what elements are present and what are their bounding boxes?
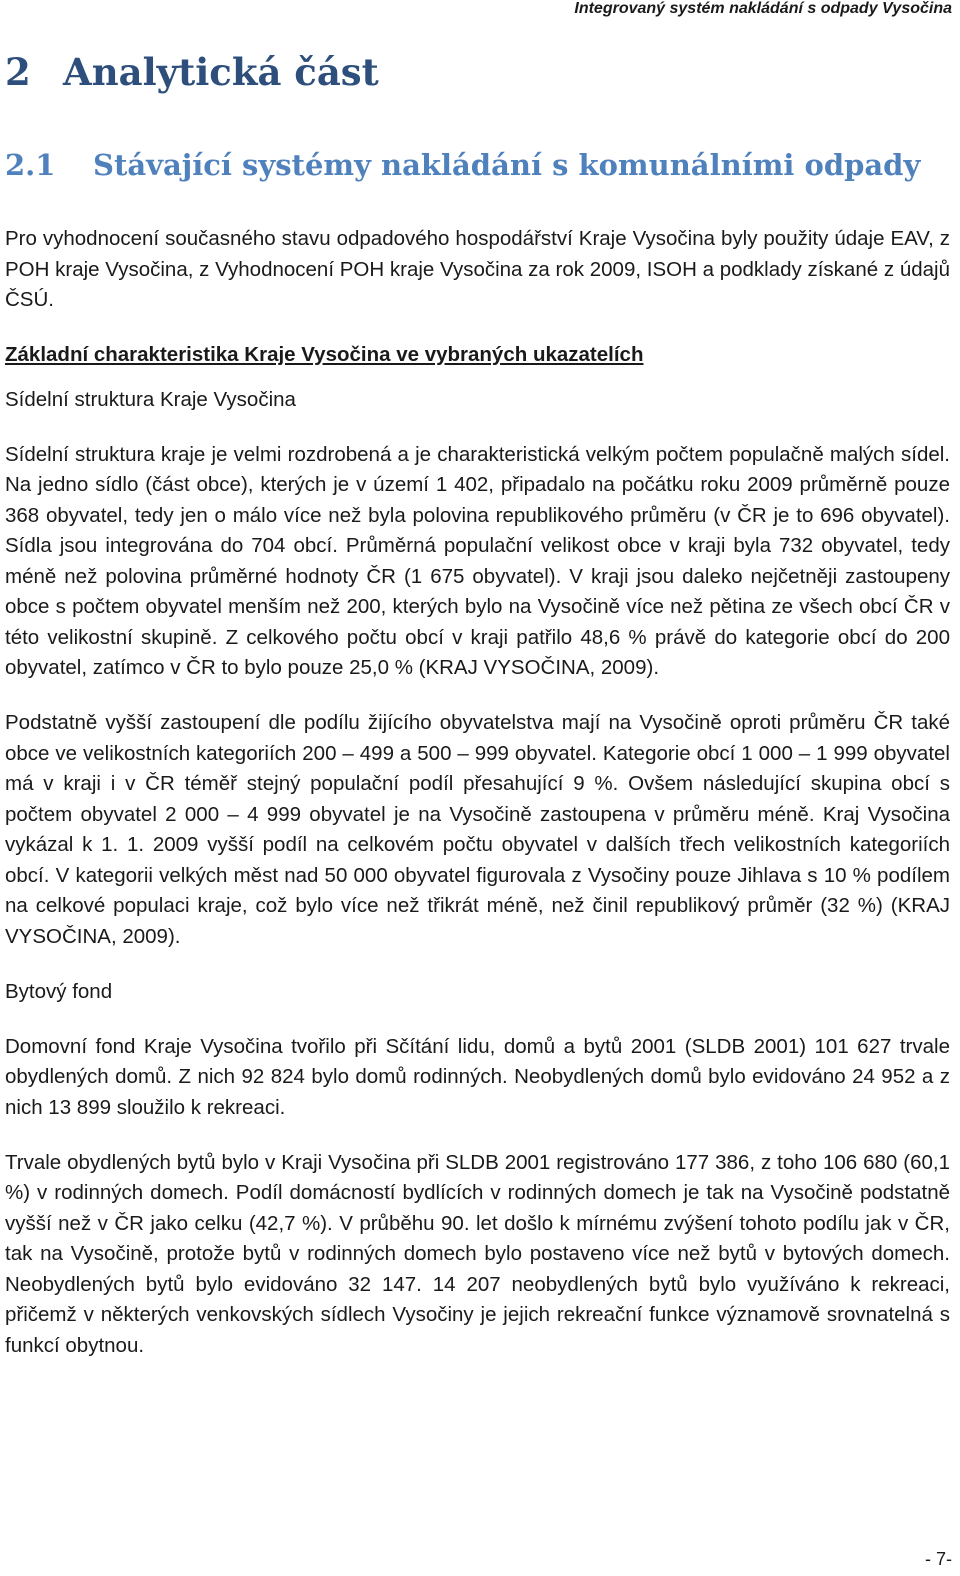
running-header: Integrovaný systém nakládání s odpady Vysočina <box>574 0 952 17</box>
chapter-title: Analytická část <box>63 50 379 94</box>
page-number: - 7- <box>925 1549 952 1569</box>
intro-paragraph: Pro vyhodnocení současného stavu odpadového hospodářství Kraje Vysočina byly použity údaje EAV, z POH kraje Vysočina, z Vyhodnocení POH kraje Vysočina za rok 2009, ISOH a podklady získané z údajů ČSÚ. <box>5 227 950 311</box>
section-title: Stávající systémy nakládání s komunálními odpady <box>93 148 921 182</box>
housing-stock-label: Bytový fond <box>5 979 113 1003</box>
chapter-number: 2 <box>5 50 31 94</box>
section-heading <box>5 148 920 182</box>
subsection-title: Základní charakteristika Kraje Vysočina ve vybraných ukazatelích <box>5 343 644 366</box>
chapter-heading <box>5 50 379 94</box>
housing-paragraph-2: Trvale obydlených bytů bylo v Kraji Vysočina při SLDB 2001 registrováno 177 386, z toho 106 680 (60,1 %) v rodinných domech. Podíl domácností bydlících v rodinných domech je tak na Vysočině podstatně vyšší než v ČR jako celku (42,7 %). V průběhu 90. let došlo k mírnému zvýšení tohoto podílu jak v ČR, tak na Vysočině, protože bytů v rodinných domech bylo postaveno více než bytů v bytových domech. Neobydlených bytů bylo evidováno 32 147. 14 207 neobydlených bytů bylo využíváno k rekreaci, přičemž v některých venkovských sídlech Vysočiny je jejich rekreační funkce významově srovnatelná s funkcí obytnou. <box>5 1150 950 1357</box>
settlement-paragraph-2: Podstatně vyšší zastoupení dle podílu žijícího obyvatelstva mají na Vysočině oproti průměru ČR také obce ve velikostních kategoriích 200 – 499 a 500 – 999 obyvatel. Kategorie obcí 1 000 – 1 999 obyvatel má v kraji i v ČR téměř stejný populační podíl přesahující 9 %. Ovšem následující skupina obcí s počtem obyvatel 2 000 – 4 999 obyvatel je na Vysočině zastoupena v průměru méně. Kraj Vysočina vykázal k 1. 1. 2009 vyšší podíl na celkovém počtu obyvatel v dalších třech velikostních kategoriích obcí. V kategorii velkých měst nad 50 000 obyvatel figurovala z Vysočiny pouze Jihlava s 10 % podílem na celkové populaci kraje, což bylo více než třikrát méně, než činil republikový průměr (32 %) (KRAJ VYSOČINA, 2009). <box>5 711 950 948</box>
settlement-paragraph-1: Sídelní struktura kraje je velmi rozdrobená a je charakteristická velkým počtem populačně malých sídel. Na jedno sídlo (část obce), kterých je v území 1 402, připadalo na počátku roku 2009 průměrně pouze 368 obyvatel, tedy jen o málo více než byla polovina republikového průměru (v ČR je to 696 obyvatel). Sídla jsou integrována do 704 obcí. Průměrná populační velikost obce v kraji byla 732 obyvatel, tedy méně než polovina průměrné hodnoty ČR (1 675 obyvatel). V kraji jsou daleko nejčetněji zastoupeny obce s počtem obyvatel menším než 200, kterých bylo na Vysočině více než pětina ze všech obcí ČR v této velikostní skupině. Z celkového počtu obcí v kraji patřilo 48,6 % právě do kategorie obcí do 200 obyvatel, zatímco v ČR to bylo pouze 25,0 % (KRAJ VYSOČINA, 2009). <box>5 442 950 679</box>
settlement-structure-label: Sídelní struktura Kraje Vysočina <box>5 387 296 411</box>
housing-paragraph-1: Domovní fond Kraje Vysočina tvořilo při Sčítání lidu, domů a bytů 2001 (SLDB 2001) 101 627 trvale obydlených domů. Z nich 92 824 bylo domů rodinných. Neobydlených domů bylo evidováno 24 952 a z nich 13 899 sloužilo k rekreaci. <box>5 1034 950 1119</box>
body-text <box>5 224 950 1386</box>
section-number: 2.1 <box>5 148 56 182</box>
